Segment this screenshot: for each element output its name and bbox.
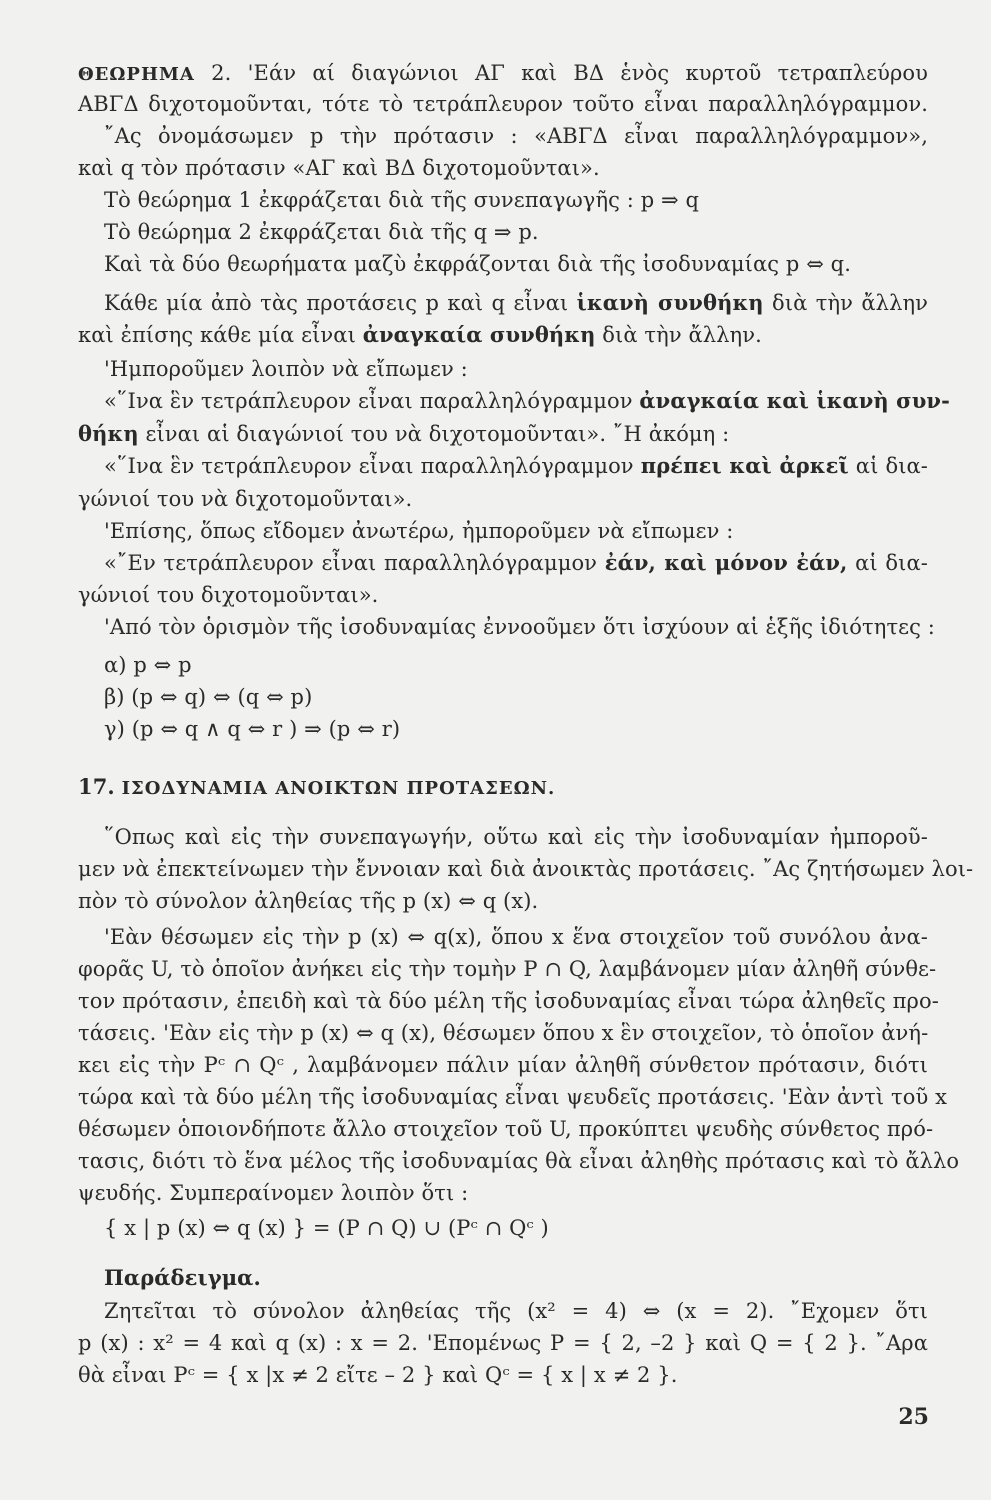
body-p2-line-8: τασις, διότι τὸ ἕνα μέλος τῆς ἰσοδυναμίας θὰ εἶναι ἀληθὴς πρότασις καὶ τὸ ἄλλο — [78, 1149, 960, 1173]
conditions-line-10: γώνιοί του διχοτομοῦνται». — [78, 583, 379, 607]
section-number: 17. — [78, 774, 115, 799]
section-title: ΙΣΟΔΥΝΑΜΙΑ ΑΝΟΙΚΤΩΝ ΠΡΟΤΑΣΕΩΝ. — [121, 778, 556, 799]
conditions-line-9: «῎Εν τετράπλευρον εἶναι παραλληλόγραμμον ἐάν, καὶ μόνον ἐάν, αἱ δια- — [104, 550, 928, 575]
theorem-line-2: ΑΒΓΔ διχοτομοῦνται, τότε τὸ τετράπλευρον τοῦτο εἶναι παραλληλόγραμμον. — [78, 92, 928, 116]
conditions-line-6: «῞Ινα ἓν τετράπλευρον εἶναι παραλληλόγραμμον πρέπει καὶ ἀρκεῖ αἱ δια- — [104, 453, 929, 478]
section-heading — [78, 772, 928, 804]
intro-line-3: Τὸ θεώρημα 1 ἐκφράζεται διὰ τῆς συνεπαγωγῆς : p ⇒ q — [104, 188, 700, 212]
intro-line-4: Τὸ θεώρημα 2 ἐκφράζεται διὰ τῆς q ⇒ p. — [104, 220, 539, 244]
conditions-line-4: «῞Ινα ἓν τετράπλευρον εἶναι παραλληλόγραμμον ἀναγκαία καὶ ἱκανὴ συν- — [104, 388, 950, 413]
example-line-3: θὰ εἶναι Pᶜ = { x |x ≠ 2 εἴτε – 2 } καὶ Qᶜ = { x | x ≠ 2 }. — [78, 1363, 678, 1387]
body-p1-line-3: πὸν τὸ σύνολον ἀληθείας τῆς p (x) ⇔ q (x). — [78, 889, 539, 913]
conditions-line-2: καὶ ἐπίσης κάθε μία εἶναι ἀναγκαία συνθήκη διὰ τὴν ἄλλην. — [78, 322, 762, 347]
conditions-line-8: 'Επίσης, ὅπως εἴδομεν ἀνωτέρω, ἠμποροῦμεν νὰ εἴπωμεν : — [104, 519, 734, 543]
body-p2-line-2: φορᾶς U, τὸ ὁποῖον ἀνήκει εἰς τὴν τομὴν P ∩ Q, λαμβάνομεν μίαν ἀληθῆ σύνθε- — [78, 957, 937, 981]
body-p2-line-4: τάσεις. 'Εὰν εἰς τὴν p (x) ⇔ q (x), θέσωμεν ὅπου x ἓν στοιχεῖον, τὸ ὁποῖον ἀνή- — [78, 1021, 929, 1045]
body-p1-line-2: μεν νὰ ἐπεκτείνωμεν τὴν ἔννοιαν καὶ διὰ ἀνοικτὰς προτάσεις. ῎Ας ζητήσωμεν λοι- — [78, 857, 974, 881]
truth-set-formula: { x | p (x) ⇔ q (x) } = (P ∩ Q) ∪ (Pᶜ ∩ Qᶜ ) — [104, 1216, 549, 1240]
body-p2-line-3: τον πρότασιν, ἐπειδὴ καὶ τὰ δύο μέλη τῆς ἰσοδυναμίας εἶναι τώρα ἀληθεῖς προ- — [78, 989, 939, 1013]
body-p1-line-1: ῞Οπως καὶ εἰς τὴν συνεπαγωγήν, οὕτω καὶ εἰς τὴν ἰσοδυναμίαν ἠμποροῦ- — [104, 825, 928, 849]
theorem-line-1: ΘΕΩΡΗΜΑ 2. 'Εάν αί διαγώνιοι ΑΓ καὶ ΒΔ ἑνὸς κυρτοῦ τετραπλεύρου — [78, 61, 929, 85]
conditions-line-1: Κάθε μία ἀπὸ τὰς προτάσεις p καὶ q εἶναι ἱκανὴ συνθήκη διὰ τὴν ἄλλην — [104, 290, 929, 315]
conditions-line-7: γώνιοί του νὰ διχοτομοῦνται». — [78, 487, 413, 511]
intro-line-2: καὶ q τὸν πρότασιν «ΑΓ καὶ ΒΔ διχοτομοῦνται». — [78, 156, 600, 180]
intro-line-5: Καὶ τὰ δύο θεωρήματα μαζὺ ἐκφράζονται διὰ τῆς ἰσοδυναμίας p ⇔ q. — [104, 252, 851, 276]
example-heading: Παράδειγμα. — [104, 1265, 261, 1290]
example-line-1: Ζητεῖται τὸ σύνολον ἀληθείας τῆς (x² = 4) ⇔ (x = 2). ῎Εχομεν ὅτι — [104, 1299, 928, 1323]
theorem-label: ΘΕΩΡΗΜΑ — [78, 64, 195, 85]
body-p2-line-9: ψευδής. Συμπεραίνομεν λοιπὸν ὅτι : — [78, 1181, 469, 1205]
conditions-line-11: 'Από τὸν ὁρισμὸν τῆς ἰσοδυναμίας ἐννοοῦμεν ὅτι ἰσχύουν αἱ ἑξῆς ἰδιότητες : — [104, 615, 935, 639]
intro-line-1: ῎Ας ὀνομάσωμεν p τὴν πρότασιν : «ΑΒΓΔ εἶναι παραλληλόγραμμον», — [104, 124, 928, 148]
conditions-line-3: 'Ημποροῦμεν λοιπὸν νὰ εἴπωμεν : — [104, 357, 468, 381]
body-p2-line-1: 'Εὰν θέσωμεν εἰς τὴν p (x) ⇔ q(x), ὅπου x ἕνα στοιχεῖον τοῦ συνόλου ἀνα- — [104, 925, 928, 949]
page-number: 25 — [898, 1404, 929, 1430]
property-alpha: α) p ⇔ p — [104, 653, 192, 677]
example-line-2: p (x) : x² = 4 καὶ q (x) : x = 2. 'Επομένως P = { 2, –2 } καὶ Q = { 2 }. ῎Αρα — [78, 1331, 928, 1355]
body-p2-line-6: τώρα καὶ τὰ δύο μέλη τῆς ἰσοδυναμίας εἶναι ψευδεῖς προτάσεις. 'Εὰν ἀντὶ τοῦ x — [78, 1085, 948, 1109]
property-gamma: γ) (p ⇔ q ∧ q ⇔ r ) ⇒ (p ⇔ r) — [104, 717, 401, 741]
conditions-line-5: θήκη εἶναι αἱ διαγώνιοί του νὰ διχοτομοῦνται». ῎Η ἀκόμη : — [78, 421, 730, 446]
body-p2-line-7: θέσωμεν ὁποιονδήποτε ἄλλο στοιχεῖον τοῦ U, προκύπτει ψευδὴς σύνθετος πρό- — [78, 1117, 934, 1141]
body-p2-line-5: κει εἰς τὴν Pᶜ ∩ Qᶜ , λαμβάνομεν πάλιν μίαν ἀληθῆ σύνθετον πρότασιν, διότι — [78, 1053, 928, 1077]
property-beta: β) (p ⇔ q) ⇔ (q ⇔ p) — [104, 685, 313, 709]
